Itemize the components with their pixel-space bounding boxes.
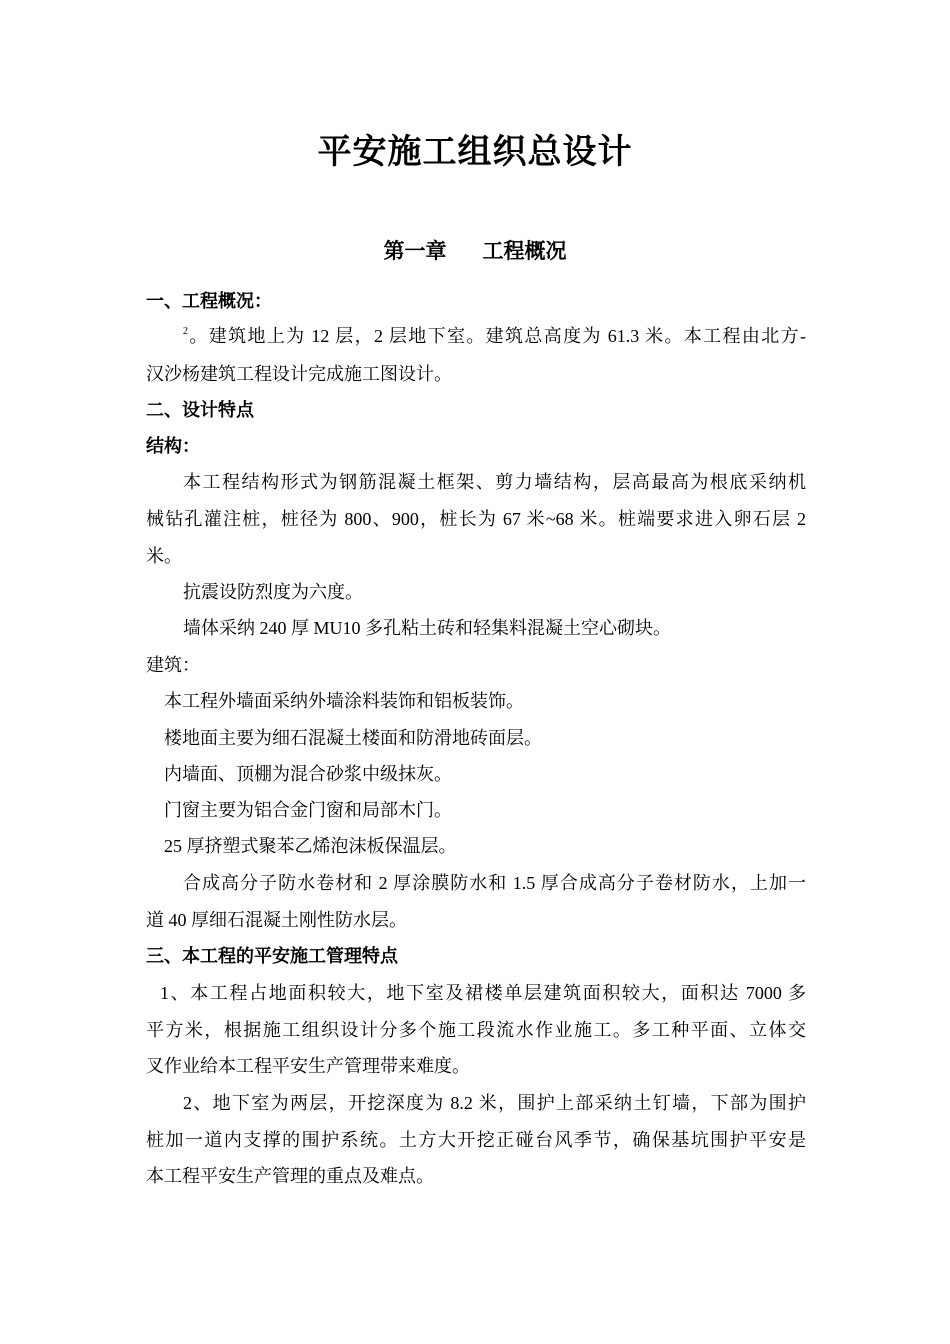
building-item: 楼地面主要为细石混凝土楼面和防滑地砖面层。 <box>164 728 542 748</box>
chapter-name: 工程概况 <box>482 239 567 263</box>
waterproof-line-1: 合成高分子防水卷材和 2 厚涂膜防水和 1.5 厚合成高分子卷材防水，上加一 <box>183 873 806 893</box>
structure-p1-line-3: 米。 <box>146 546 182 566</box>
safety-p2-line-3: 本工程平安生产管理的重点及难点。 <box>146 1166 434 1186</box>
chapter-heading <box>0 236 950 266</box>
structure-label: 结构： <box>146 436 200 456</box>
safety-p1-line-1: 1、本工程占地面积较大，地下室及裙楼单层建筑面积较大，面积达 7000 多 <box>160 983 806 1003</box>
safety-p2-line-2: 桩加一道内支撑的围护系统。土方大开挖正碰台风季节，确保基坑围护平安是 <box>146 1130 806 1150</box>
footnote-marker: 2 <box>183 326 188 337</box>
waterproof-line-2: 道 40 厚细石混凝土刚性防水层。 <box>146 910 407 930</box>
safety-p1-line-2: 平方米，根据施工组织设计分多个施工段流水作业施工。多工种平面、立体交 <box>146 1020 806 1040</box>
building-item: 25 厚挤塑式聚苯乙烯泡沫板保温层。 <box>164 836 457 856</box>
section-heading-overview: 一、工程概况： <box>146 291 272 311</box>
building-item: 本工程外墙面采纳外墙涂料装饰和铝板装饰。 <box>164 691 524 711</box>
building-label: 建筑： <box>146 655 200 675</box>
safety-p2-line-1: 2、地下室为两层，开挖深度为 8.2 米，围护上部采纳土钉墙，下部为围护 <box>183 1093 806 1113</box>
building-item: 门窗主要为铝合金门窗和局部木门。 <box>164 800 452 820</box>
structure-p2: 抗震设防烈度为六度。 <box>183 582 363 602</box>
structure-p1-line-1: 本工程结构形式为钢筋混凝土框架、剪力墙结构，层高最高为根底采纳机 <box>183 472 806 492</box>
structure-p3: 墙体采纳 240 厚 MU10 多孔粘土砖和轻集料混凝土空心砌块。 <box>183 618 672 638</box>
document-title: 平安施工组织总设计 <box>317 134 633 171</box>
section-heading-design: 二、设计特点 <box>146 400 254 420</box>
overview-line-1: $^2$。建筑地上为 12 层，2 层地下室。建筑总高度为 61.3 米。本工程由北方- <box>183 326 806 346</box>
building-item: 内墙面、顶棚为混合砂浆中级抹灰。 <box>164 764 452 784</box>
chapter-number: 第一章 <box>383 239 447 263</box>
overview-line-2: 汉沙杨建筑工程设计完成施工图设计。 <box>146 364 452 384</box>
section-heading-safety: 三、本工程的平安施工管理特点 <box>146 946 398 966</box>
structure-p1-line-2: 械钻孔灌注桩，桩径为 800、900，桩长为 67 米~68 米。桩端要求进入卵石层 2 <box>146 509 806 529</box>
safety-p1-line-3: 叉作业给本工程平安生产管理带来难度。 <box>146 1056 470 1076</box>
